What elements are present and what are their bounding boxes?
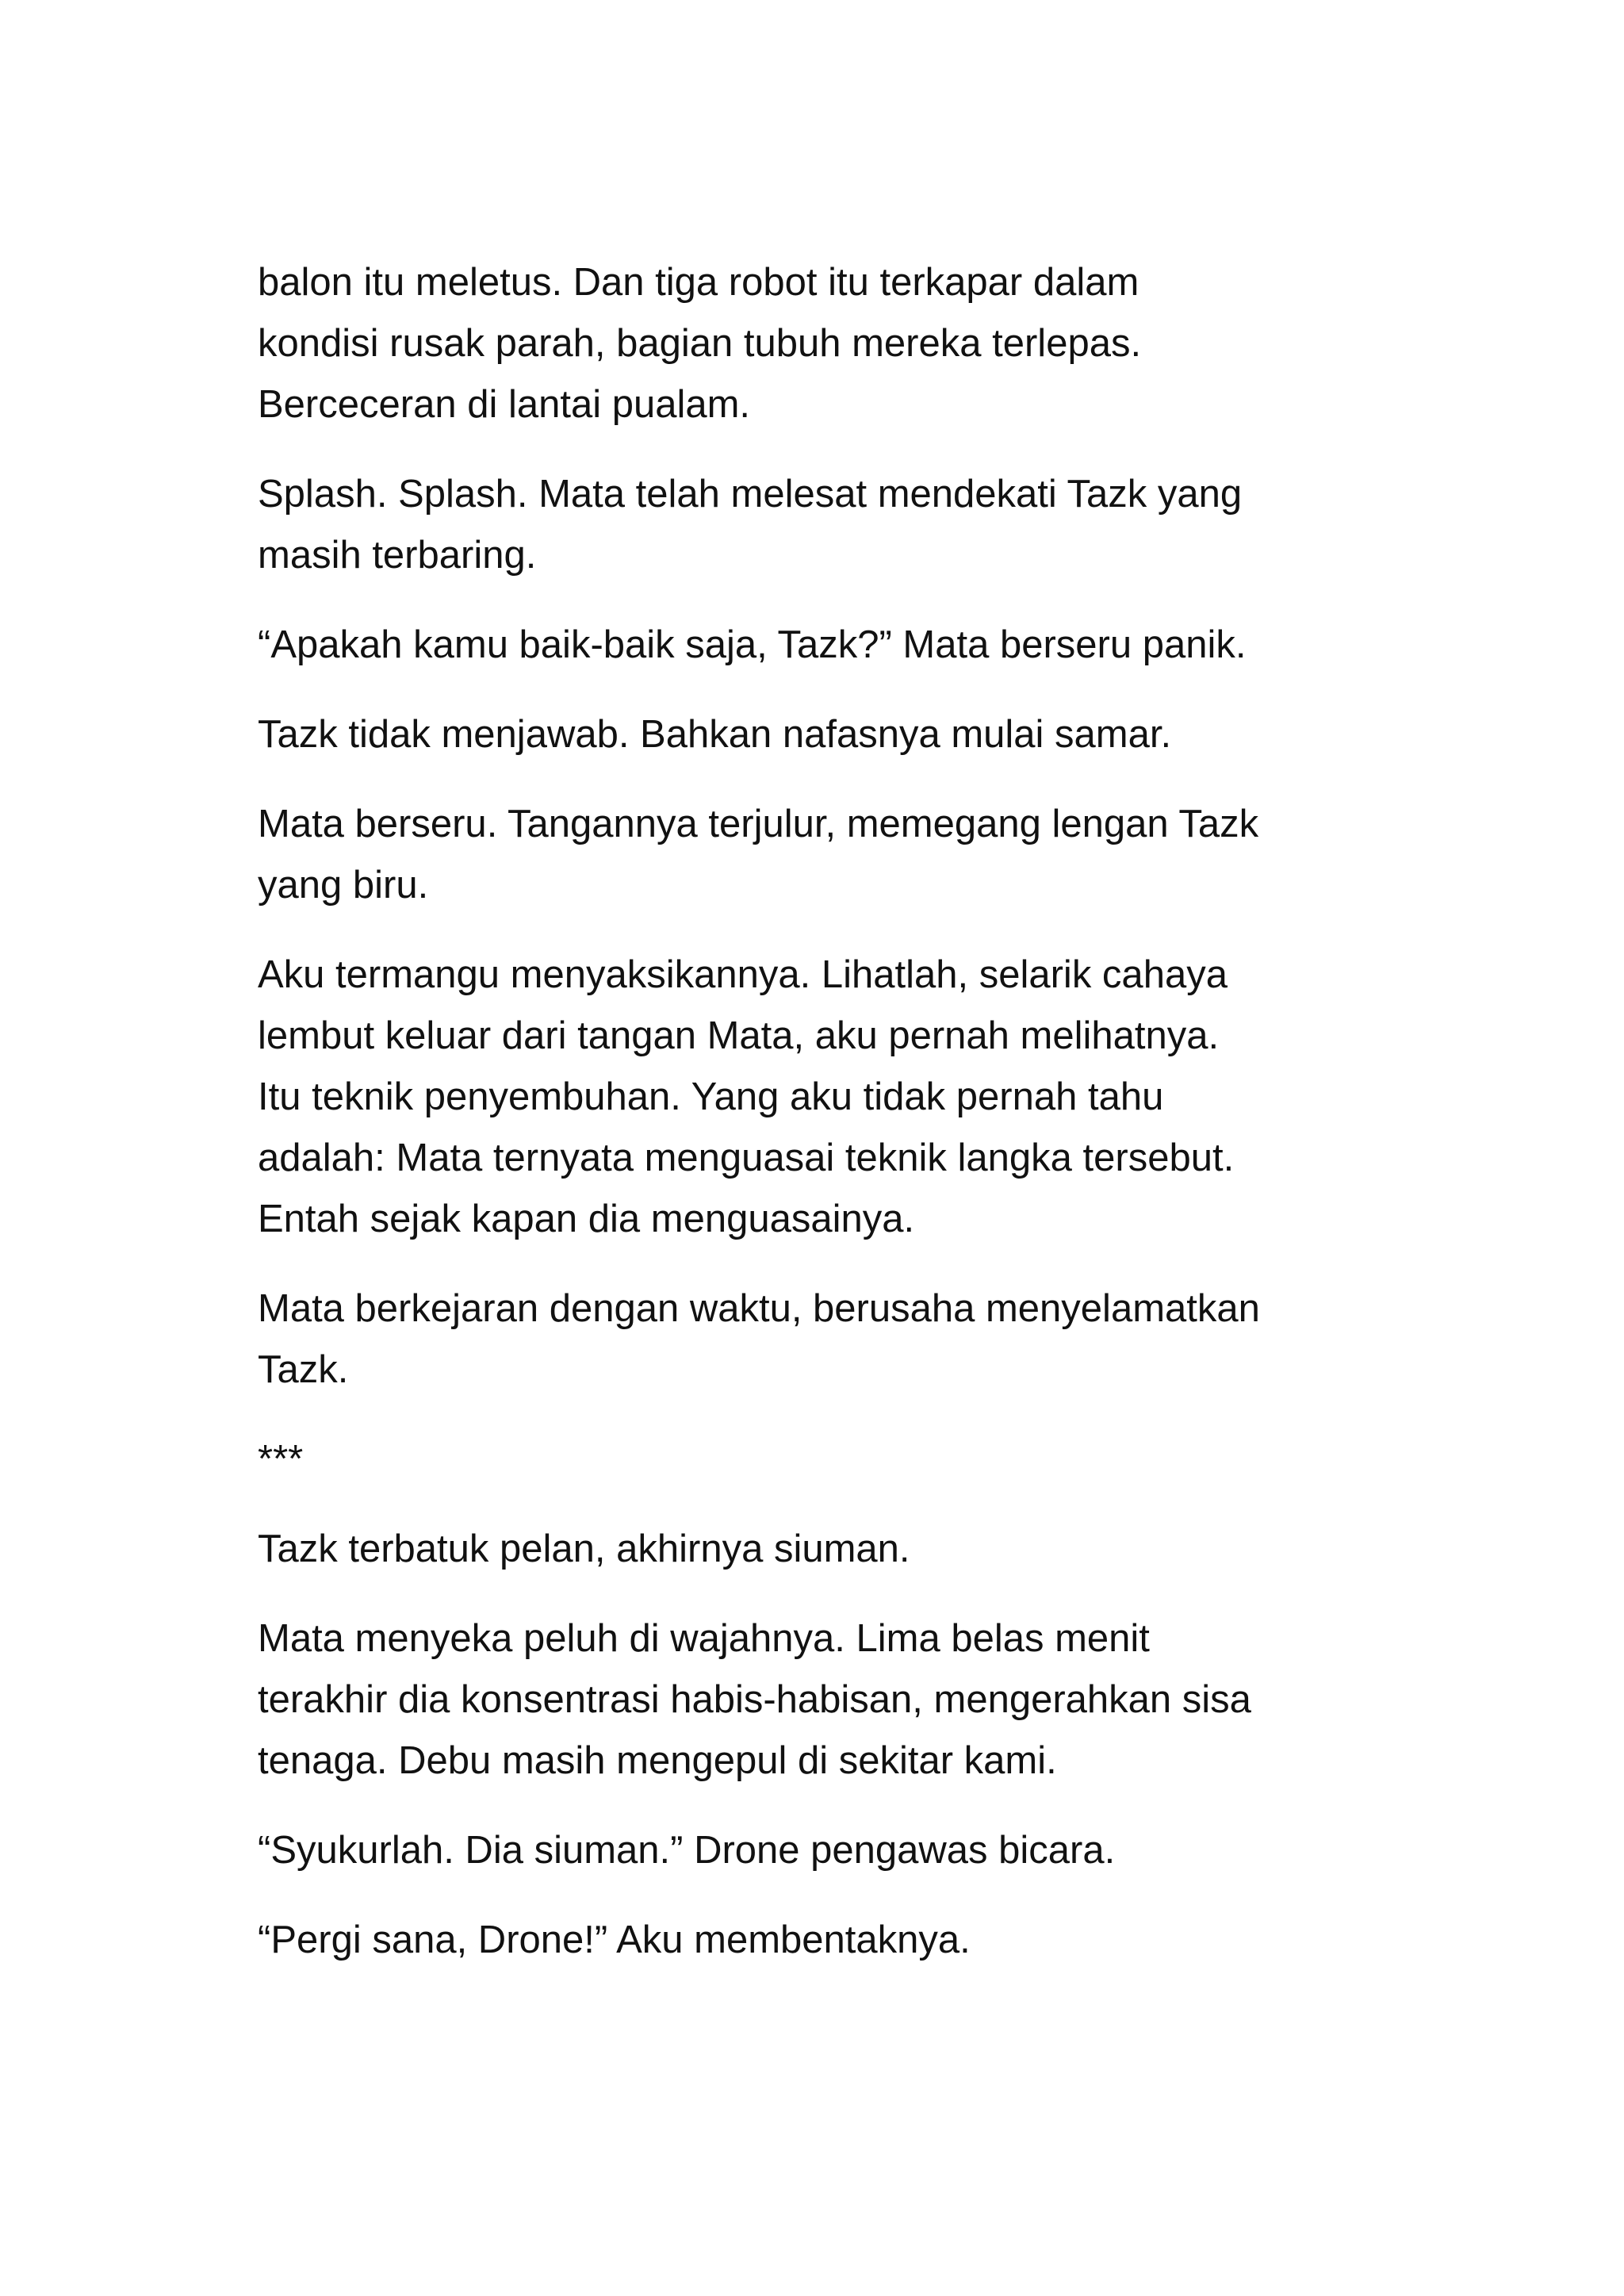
paragraph: “Syukurlah. Dia siuman.” Drone pengawas bicara. (258, 1829, 1116, 1872)
paragraph: Tazk tidak menjawab. Bahkan nafasnya mulai samar. (258, 713, 1172, 756)
paragraph: balon itu meletus. Dan tiga robot itu terkapar dalam kondisi rusak parah, bagian tubuh mereka terlepas. Berceceran di lantai pualam. (258, 261, 1142, 426)
scene-break: *** (258, 1438, 304, 1481)
paragraph: Mata berkejaran dengan waktu, berusaha menyelamatkan Tazk. (258, 1287, 1260, 1391)
paragraph: Tazk terbatuk pelan, akhirnya siuman. (258, 1527, 910, 1570)
paragraph: Mata menyeka peluh di wajahnya. Lima belas menit terakhir dia konsentrasi habis-habisan, mengerahkan sisa tenaga. Debu masih mengepul di sekitar kami. (258, 1617, 1251, 1782)
body-text (258, 252, 1400, 1999)
paragraph: “Pergi sana, Drone!” Aku membentaknya. (258, 1918, 971, 1961)
paragraph: Aku termangu menyaksikannya. Lihatlah, selarik cahaya lembut keluar dari tangan Mata, aku pernah melihatnya. Itu teknik penyembuhan. Yang aku tidak pernah tahu adalah: Mata ternyata menguasai teknik langka tersebut. Entah sejak kapan dia menguasainya. (258, 953, 1235, 1240)
paragraph: Mata berseru. Tangannya terjulur, memegang lengan Tazk yang biru. (258, 803, 1259, 907)
paragraph: “Apakah kamu baik-baik saja, Tazk?” Mata berseru panik. (258, 623, 1247, 666)
paragraph: Splash. Splash. Mata telah melesat mendekati Tazk yang masih terbaring. (258, 473, 1243, 577)
